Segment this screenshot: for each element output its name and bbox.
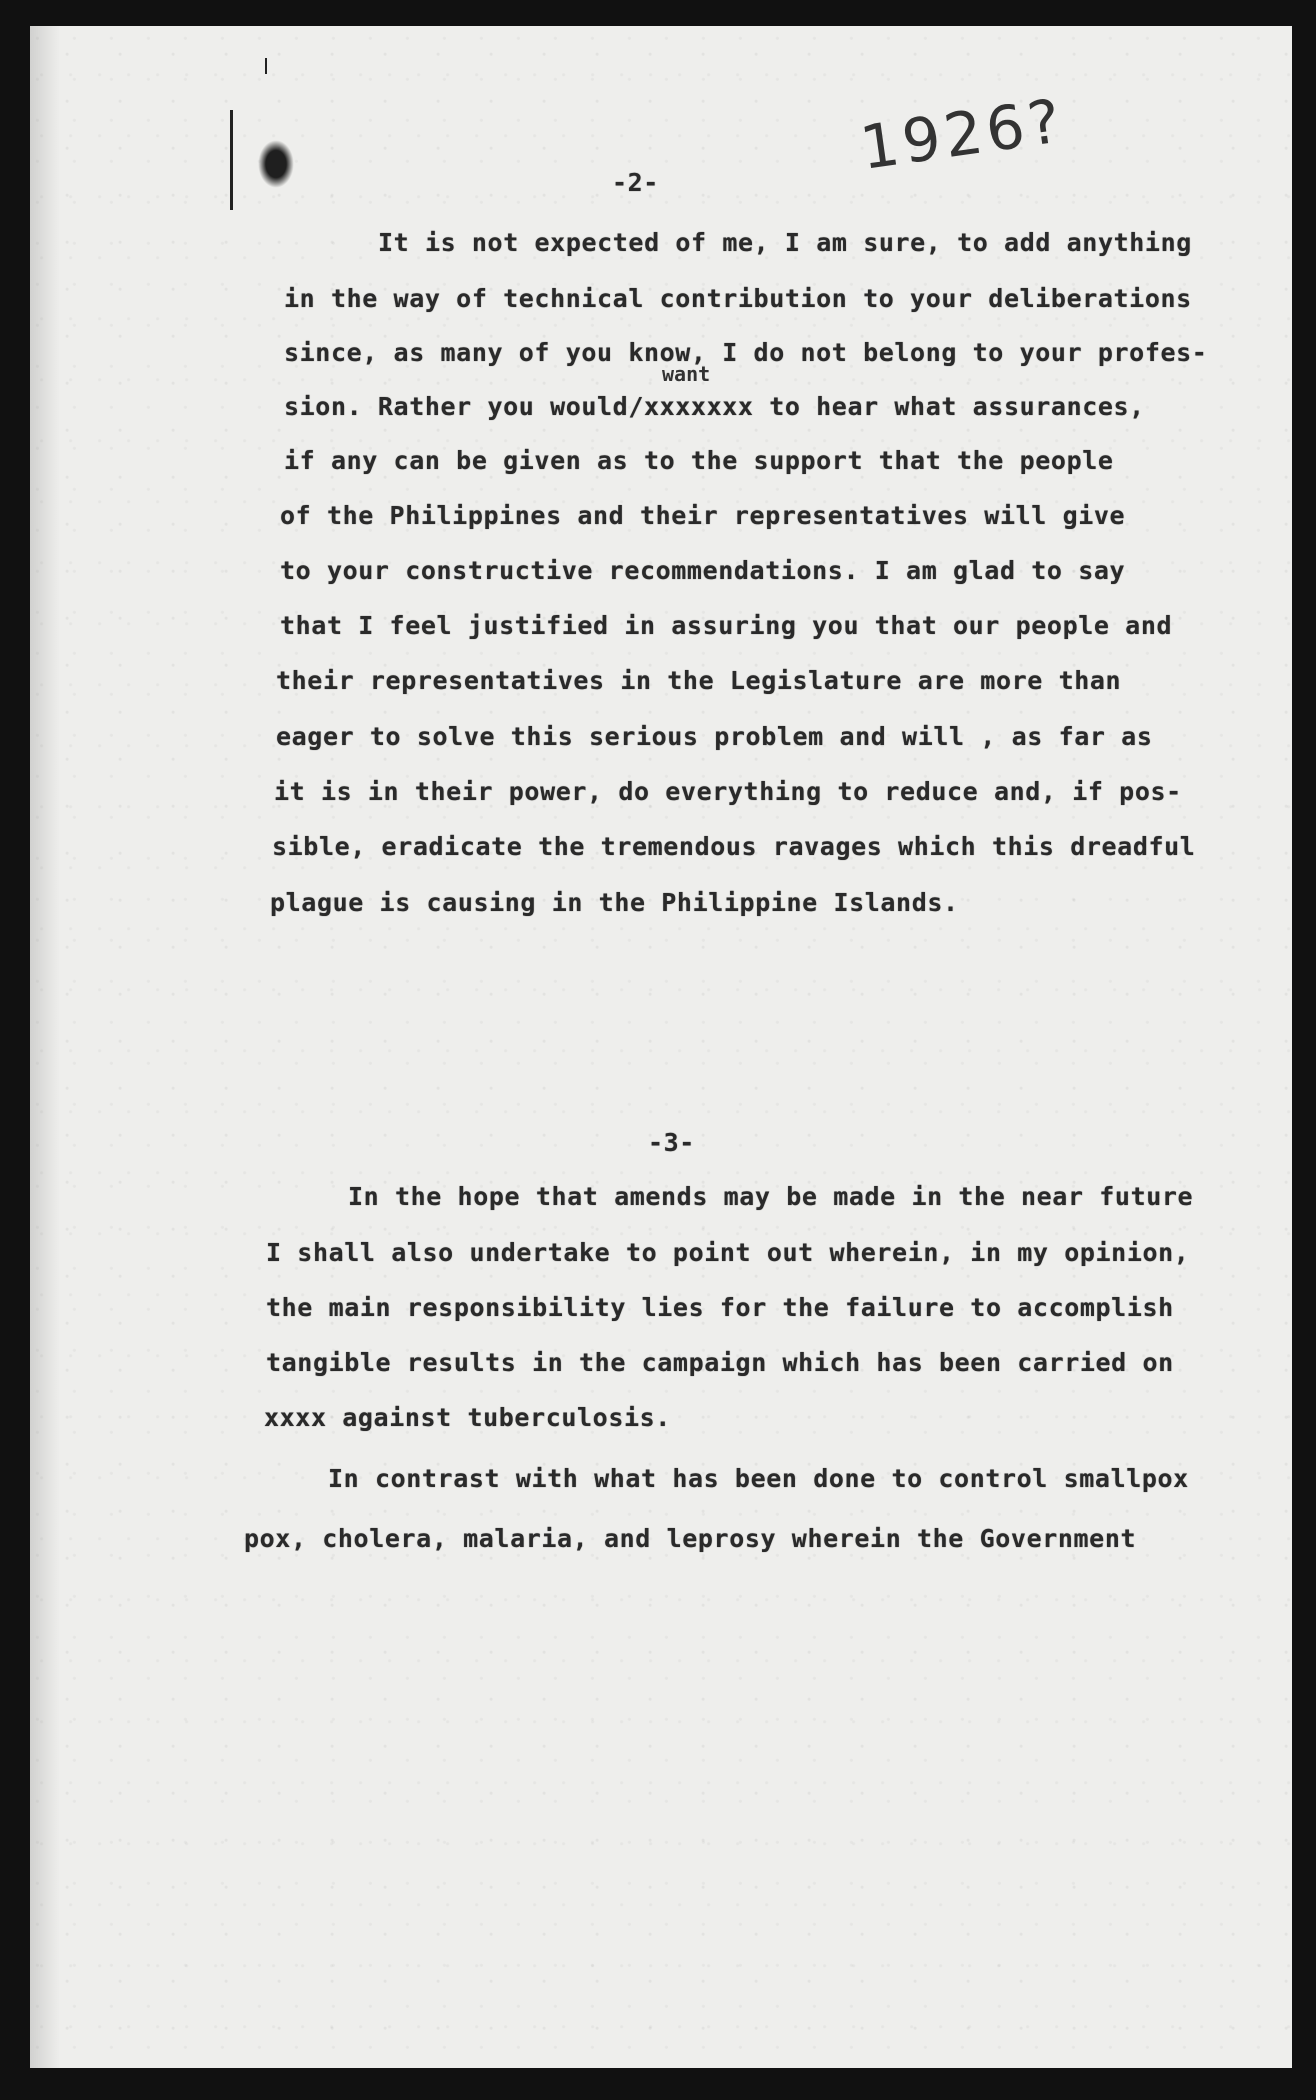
page-number-2: -2-: [612, 168, 659, 197]
margin-mark: [265, 58, 267, 74]
body-line: since, as many of you know, I do not belong to your profes-: [284, 338, 1208, 367]
page-number-3: -3-: [648, 1128, 695, 1157]
body-line: to your constructive recommendations. I am glad to say: [280, 556, 1126, 585]
body-line: sible, eradicate the tremendous ravages which this dreadful: [272, 832, 1196, 861]
body-line: xxxx against tuberculosis.: [264, 1403, 671, 1432]
body-line: In contrast with what has been done to control smallpox: [328, 1464, 1189, 1493]
body-line: I shall also undertake to point out wherein, in my opinion,: [266, 1238, 1190, 1267]
body-line: plague is causing in the Philippine Islands.: [270, 888, 959, 917]
ink-smudge: [258, 140, 294, 188]
handwritten-year-annotation: 1926?: [856, 86, 1069, 184]
body-line: In the hope that amends may be made in the near future: [348, 1182, 1194, 1211]
handwritten-insert: want: [662, 362, 711, 386]
body-line: it is in their power, do everything to reduce and, if pos-: [274, 777, 1182, 806]
page-edge-shadow: [30, 26, 60, 2068]
body-line: tangible results in the campaign which has been carried on: [266, 1348, 1174, 1377]
margin-mark: [230, 110, 233, 210]
body-line: sion. Rather you would/xxxxxxx to hear what assurances,: [284, 392, 1145, 421]
body-line: their representatives in the Legislature are more than: [276, 666, 1122, 695]
body-line: pox, cholera, malaria, and leprosy wherein the Government: [244, 1524, 1137, 1553]
body-line: of the Philippines and their representatives will give: [280, 501, 1126, 530]
body-line: eager to solve this serious problem and will , as far as: [276, 722, 1153, 751]
body-line: that I feel justified in assuring you that our people and: [280, 611, 1173, 640]
body-line: if any can be given as to the support that the people: [284, 446, 1114, 475]
body-line: the main responsibility lies for the failure to accomplish: [266, 1293, 1174, 1322]
body-line: in the way of technical contribution to your deliberations: [284, 284, 1192, 313]
document-page: [30, 26, 1292, 2068]
body-line: It is not expected of me, I am sure, to add anything: [378, 228, 1192, 257]
